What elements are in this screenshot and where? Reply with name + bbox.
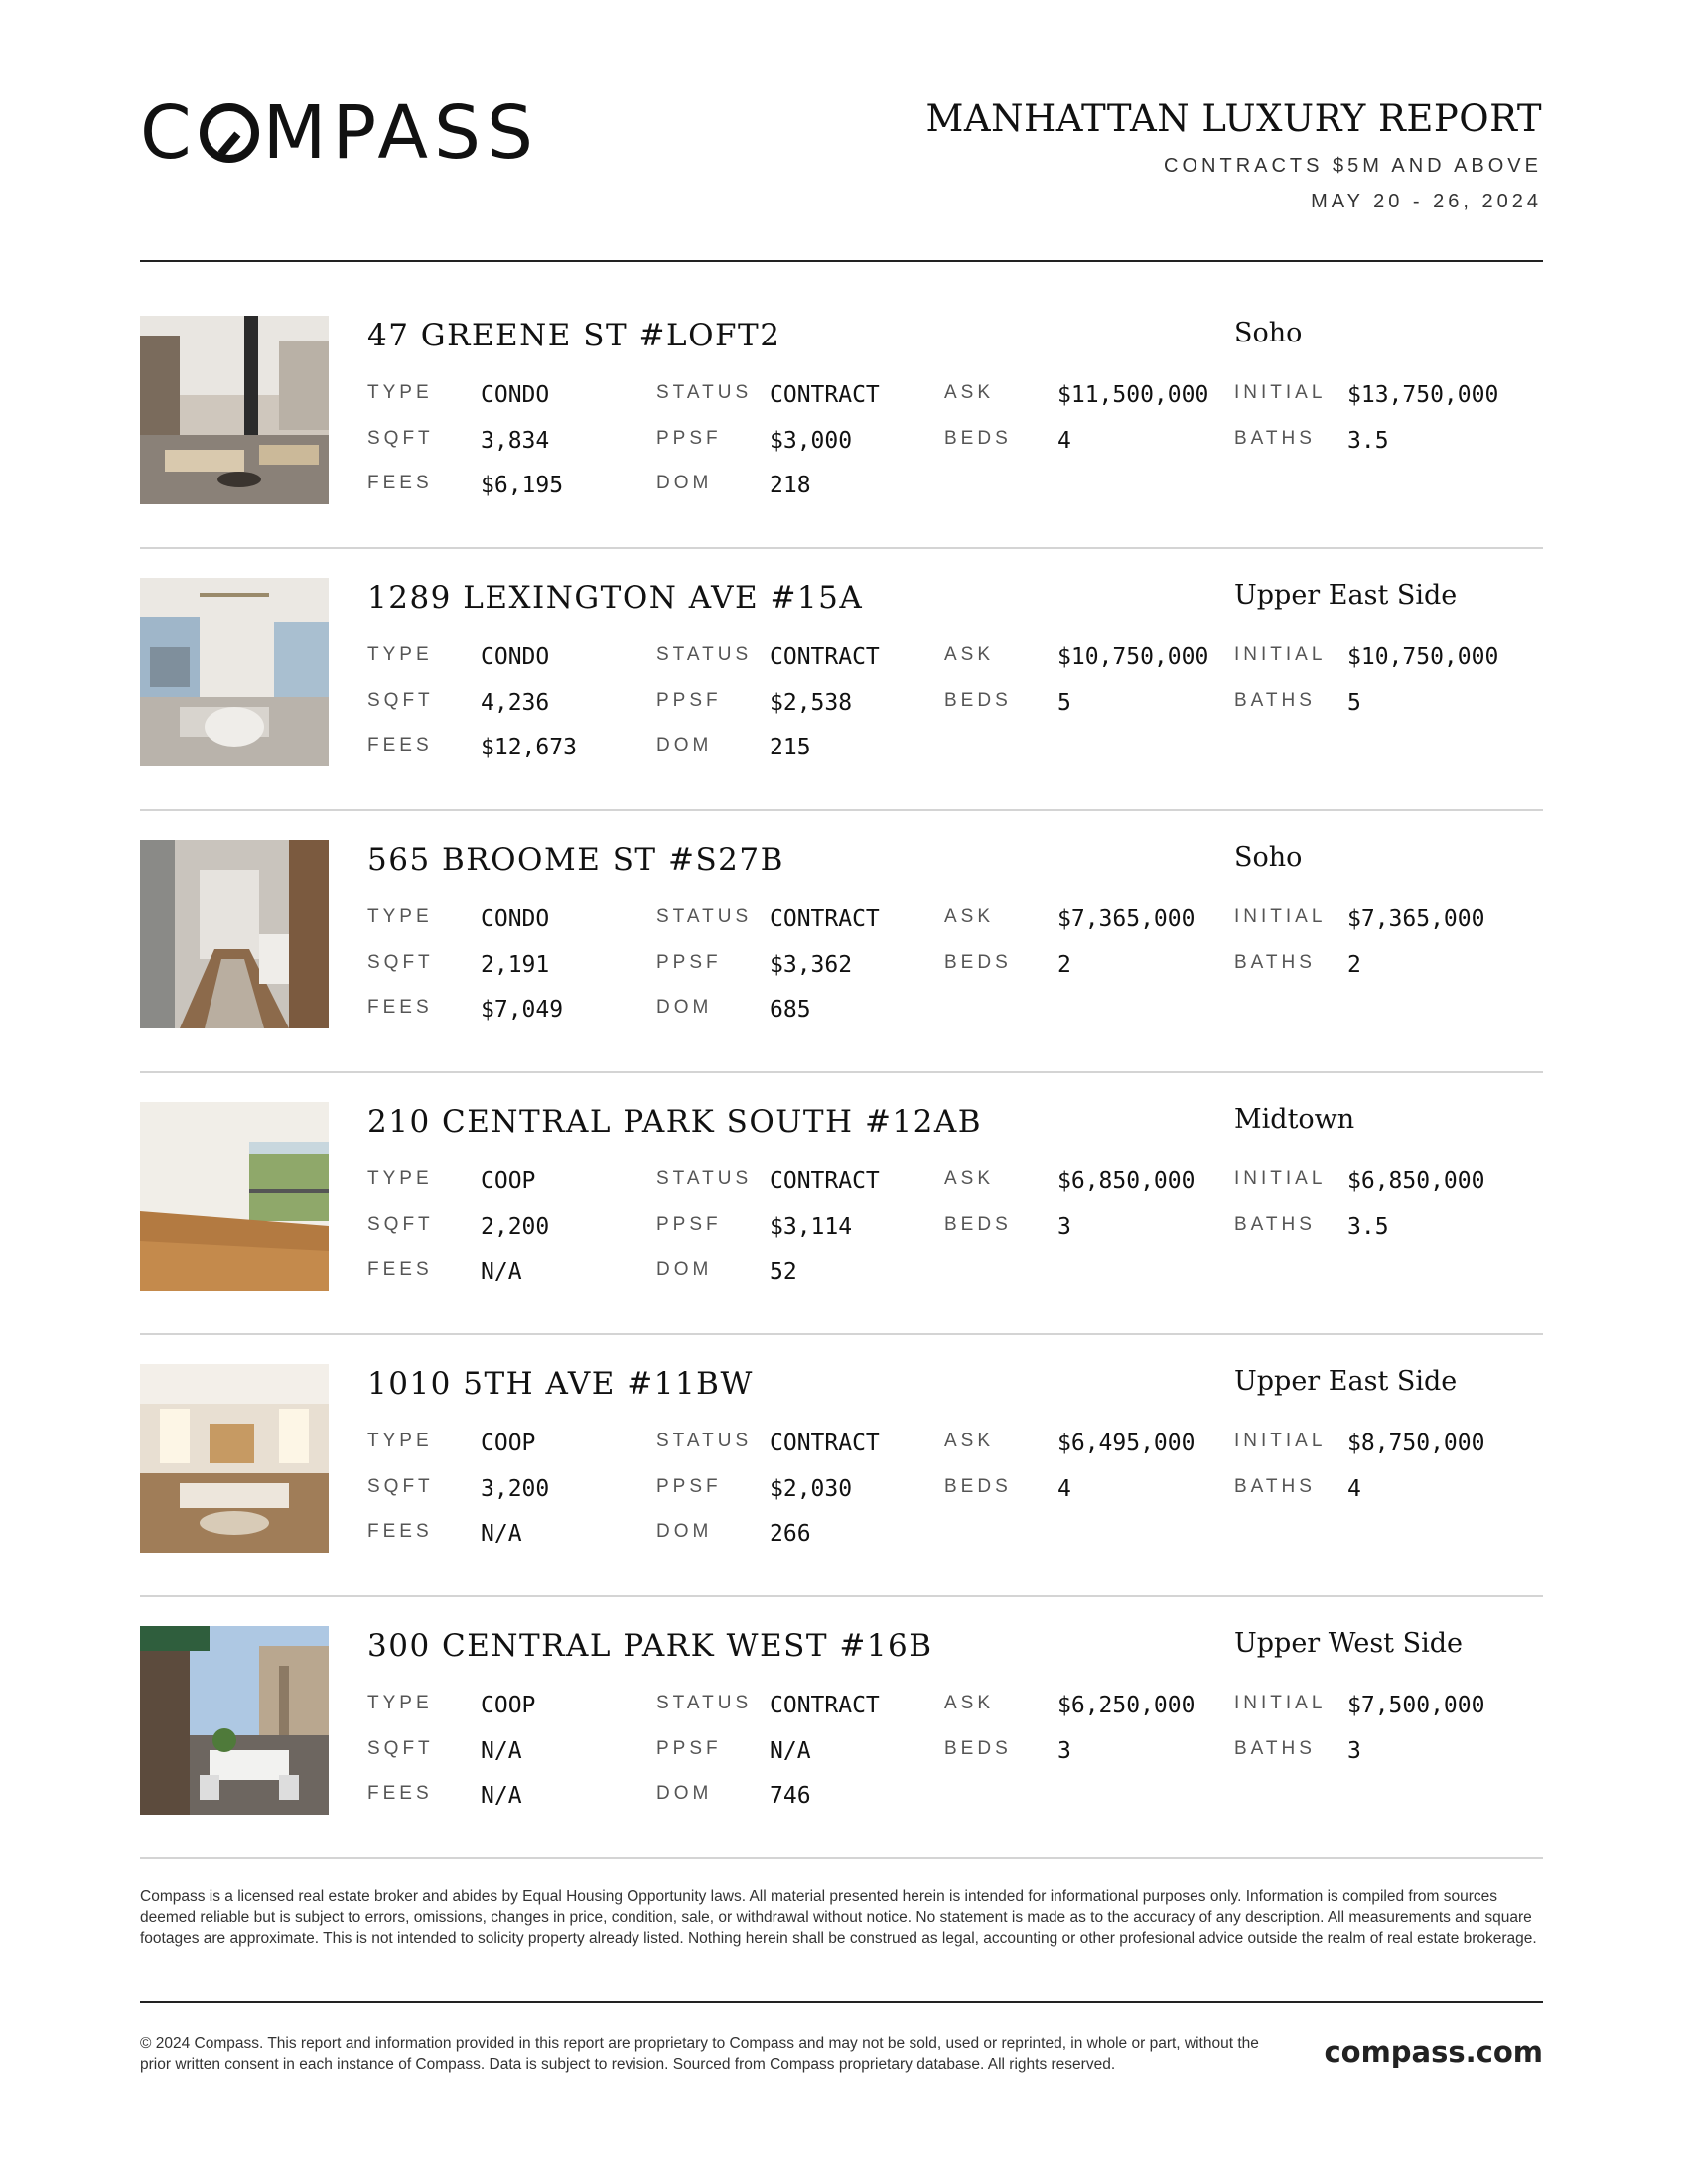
ask-value: $6,850,000 bbox=[1057, 1168, 1196, 1194]
initial-value: $8,750,000 bbox=[1347, 1431, 1485, 1456]
baths-value: 3.5 bbox=[1347, 428, 1389, 454]
listing-neighborhood: Midtown bbox=[1234, 1104, 1355, 1135]
sqft-label: SQFT bbox=[367, 952, 434, 973]
type-label: TYPE bbox=[367, 644, 433, 665]
status-label: STATUS bbox=[656, 1431, 753, 1451]
sqft-label: SQFT bbox=[367, 428, 434, 449]
ask-label: ASK bbox=[944, 1168, 995, 1189]
fees-value: $6,195 bbox=[481, 473, 564, 498]
beds-label: BEDS bbox=[944, 1214, 1012, 1235]
hallway-photo[interactable] bbox=[140, 840, 329, 1028]
ask-label: ASK bbox=[944, 1693, 995, 1713]
sqft-value: 2,200 bbox=[481, 1214, 550, 1240]
dom-label: DOM bbox=[656, 1259, 713, 1280]
ask-value: $7,365,000 bbox=[1057, 906, 1196, 932]
status-value: CONTRACT bbox=[770, 906, 880, 932]
initial-label: INITIAL bbox=[1234, 1431, 1327, 1451]
baths-label: BATHS bbox=[1234, 952, 1316, 973]
ask-label: ASK bbox=[944, 382, 995, 403]
ppsf-label: PPSF bbox=[656, 1476, 722, 1497]
type-label: TYPE bbox=[367, 1168, 433, 1189]
fees-label: FEES bbox=[367, 1783, 433, 1804]
salon-photo[interactable] bbox=[140, 1364, 329, 1553]
status-label: STATUS bbox=[656, 1168, 753, 1189]
ppsf-label: PPSF bbox=[656, 952, 722, 973]
initial-value: $6,850,000 bbox=[1347, 1168, 1485, 1194]
listing-neighborhood: Soho bbox=[1234, 318, 1303, 348]
baths-value: 3.5 bbox=[1347, 1214, 1389, 1240]
dom-label: DOM bbox=[656, 473, 713, 493]
initial-label: INITIAL bbox=[1234, 382, 1327, 403]
baths-label: BATHS bbox=[1234, 1214, 1316, 1235]
fees-label: FEES bbox=[367, 1259, 433, 1280]
header-divider bbox=[140, 260, 1543, 262]
dom-value: 746 bbox=[770, 1783, 811, 1809]
dom-value: 266 bbox=[770, 1521, 811, 1547]
baths-label: BATHS bbox=[1234, 690, 1316, 711]
listing-card[interactable] bbox=[140, 1364, 1543, 1626]
listing-divider bbox=[140, 1071, 1543, 1073]
baths-label: BATHS bbox=[1234, 1738, 1316, 1759]
ask-label: ASK bbox=[944, 1431, 995, 1451]
copyright-text: © 2024 Compass. This report and information provided in this report are proprietary to Compass and may not be sold, used or reprinted, in whole or part, without the prior written consent in each instance of Compass. Data is subject to revision. Sourced from Compass proprietary database. All rights reserved. bbox=[140, 2035, 1259, 2073]
listing-neighborhood: Upper East Side bbox=[1234, 580, 1458, 611]
baths-label: BATHS bbox=[1234, 428, 1316, 449]
initial-value: $7,500,000 bbox=[1347, 1693, 1485, 1718]
status-value: CONTRACT bbox=[770, 382, 880, 408]
baths-value: 5 bbox=[1347, 690, 1361, 716]
ask-label: ASK bbox=[944, 906, 995, 927]
baths-label: BATHS bbox=[1234, 1476, 1316, 1497]
dom-value: 218 bbox=[770, 473, 811, 498]
ppsf-value: $3,362 bbox=[770, 952, 853, 978]
status-value: CONTRACT bbox=[770, 1431, 880, 1456]
beds-value: 4 bbox=[1057, 428, 1071, 454]
report-title: MANHATTAN LUXURY REPORT bbox=[925, 97, 1542, 140]
park-view-room-photo[interactable] bbox=[140, 1102, 329, 1291]
beds-label: BEDS bbox=[944, 428, 1012, 449]
ppsf-label: PPSF bbox=[656, 428, 722, 449]
initial-value: $7,365,000 bbox=[1347, 906, 1485, 932]
listing-address[interactable]: 47 GREENE ST #LOFT2 bbox=[367, 318, 781, 353]
initial-value: $10,750,000 bbox=[1347, 644, 1499, 670]
listing-card[interactable] bbox=[140, 1102, 1543, 1364]
type-label: TYPE bbox=[367, 382, 433, 403]
living-room-photo[interactable] bbox=[140, 578, 329, 766]
beds-label: BEDS bbox=[944, 690, 1012, 711]
report-dates: MAY 20 - 26, 2024 bbox=[1311, 191, 1542, 212]
listing-address[interactable]: 1010 5TH AVE #11BW bbox=[367, 1366, 754, 1402]
disclaimer-text: Compass is a licensed real estate broker and abides by Equal Housing Opportunity laws. All material presented herein is intended for informational purposes only. Information is compiled from sources deemed reliable but is subject to errors, omissions, changes in price, condition, sale, or withdrawal without notice. No statement is made as to the accuracy of any description. All measurements and square footages are approximate. This is not intended to solicity property already listed. Nothing herein shall be construed as legal, accounting or other profesional advice outside the realm of real estate brokerage. bbox=[140, 1888, 1537, 1947]
ppsf-value: $3,000 bbox=[770, 428, 853, 454]
status-label: STATUS bbox=[656, 382, 753, 403]
listing-neighborhood: Upper East Side bbox=[1234, 1366, 1458, 1397]
listing-address[interactable]: 300 CENTRAL PARK WEST #16B bbox=[367, 1628, 933, 1664]
type-value: COOP bbox=[481, 1693, 536, 1718]
website-link[interactable]: compass.com bbox=[1324, 2035, 1543, 2069]
fees-value: N/A bbox=[481, 1259, 522, 1285]
listing-divider bbox=[140, 1333, 1543, 1335]
dom-value: 52 bbox=[770, 1259, 797, 1285]
ppsf-value: $2,030 bbox=[770, 1476, 853, 1502]
fees-label: FEES bbox=[367, 735, 433, 755]
listing-address[interactable]: 210 CENTRAL PARK SOUTH #12AB bbox=[367, 1104, 983, 1140]
fees-label: FEES bbox=[367, 473, 433, 493]
beds-label: BEDS bbox=[944, 1476, 1012, 1497]
dom-label: DOM bbox=[656, 735, 713, 755]
initial-label: INITIAL bbox=[1234, 644, 1327, 665]
fees-value: N/A bbox=[481, 1521, 522, 1547]
beds-label: BEDS bbox=[944, 1738, 1012, 1759]
initial-value: $13,750,000 bbox=[1347, 382, 1499, 408]
fees-value: N/A bbox=[481, 1783, 522, 1809]
status-value: CONTRACT bbox=[770, 1693, 880, 1718]
listing-divider bbox=[140, 1857, 1543, 1859]
sqft-label: SQFT bbox=[367, 1738, 434, 1759]
fees-value: $7,049 bbox=[481, 997, 564, 1023]
sqft-label: SQFT bbox=[367, 1214, 434, 1235]
status-label: STATUS bbox=[656, 1693, 753, 1713]
listing-divider bbox=[140, 809, 1543, 811]
type-label: TYPE bbox=[367, 1431, 433, 1451]
ask-value: $6,495,000 bbox=[1057, 1431, 1196, 1456]
sqft-label: SQFT bbox=[367, 690, 434, 711]
beds-value: 3 bbox=[1057, 1214, 1071, 1240]
dom-value: 215 bbox=[770, 735, 811, 760]
ask-value: $6,250,000 bbox=[1057, 1693, 1196, 1718]
type-value: CONDO bbox=[481, 906, 550, 932]
listing-card[interactable] bbox=[140, 1626, 1543, 1888]
type-label: TYPE bbox=[367, 906, 433, 927]
fees-label: FEES bbox=[367, 997, 433, 1018]
ask-value: $11,500,000 bbox=[1057, 382, 1209, 408]
listing-card[interactable] bbox=[140, 840, 1543, 1102]
dom-value: 685 bbox=[770, 997, 811, 1023]
beds-value: 4 bbox=[1057, 1476, 1071, 1502]
sqft-value: 3,834 bbox=[481, 428, 550, 454]
initial-label: INITIAL bbox=[1234, 1693, 1327, 1713]
dom-label: DOM bbox=[656, 997, 713, 1018]
type-value: COOP bbox=[481, 1431, 536, 1456]
terrace-photo[interactable] bbox=[140, 1626, 329, 1815]
listing-divider bbox=[140, 547, 1543, 549]
baths-value: 4 bbox=[1347, 1476, 1361, 1502]
type-label: TYPE bbox=[367, 1693, 433, 1713]
listing-neighborhood: Upper West Side bbox=[1234, 1628, 1464, 1659]
beds-value: 3 bbox=[1057, 1738, 1071, 1764]
beds-label: BEDS bbox=[944, 952, 1012, 973]
sqft-value: 3,200 bbox=[481, 1476, 550, 1502]
status-value: CONTRACT bbox=[770, 1168, 880, 1194]
ppsf-value: $2,538 bbox=[770, 690, 853, 716]
listing-card[interactable] bbox=[140, 578, 1543, 840]
listing-card[interactable] bbox=[140, 316, 1543, 578]
fees-label: FEES bbox=[367, 1521, 433, 1542]
ppsf-label: PPSF bbox=[656, 1738, 722, 1759]
sqft-label: SQFT bbox=[367, 1476, 434, 1497]
baths-value: 2 bbox=[1347, 952, 1361, 978]
listing-address[interactable]: 1289 LEXINGTON AVE #15A bbox=[367, 580, 864, 615]
listing-neighborhood: Soho bbox=[1234, 842, 1303, 873]
sqft-value: 2,191 bbox=[481, 952, 550, 978]
footer-divider bbox=[140, 2001, 1543, 2003]
report-subtitle: CONTRACTS $5M AND ABOVE bbox=[1164, 155, 1542, 177]
ppsf-value: $3,114 bbox=[770, 1214, 853, 1240]
ppsf-label: PPSF bbox=[656, 690, 722, 711]
status-label: STATUS bbox=[656, 644, 753, 665]
type-value: CONDO bbox=[481, 644, 550, 670]
listing-divider bbox=[140, 1595, 1543, 1597]
beds-value: 5 bbox=[1057, 690, 1071, 716]
dom-label: DOM bbox=[656, 1783, 713, 1804]
initial-label: INITIAL bbox=[1234, 906, 1327, 927]
sqft-value: 4,236 bbox=[481, 690, 550, 716]
listing-address[interactable]: 565 BROOME ST #S27B bbox=[367, 842, 784, 878]
type-value: CONDO bbox=[481, 382, 550, 408]
loft-interior-photo[interactable] bbox=[140, 316, 329, 504]
compass-logo: C MPASS bbox=[140, 90, 539, 176]
ask-value: $10,750,000 bbox=[1057, 644, 1209, 670]
status-label: STATUS bbox=[656, 906, 753, 927]
dom-label: DOM bbox=[656, 1521, 713, 1542]
status-value: CONTRACT bbox=[770, 644, 880, 670]
fees-value: $12,673 bbox=[481, 735, 577, 760]
ask-label: ASK bbox=[944, 644, 995, 665]
compass-o-icon bbox=[200, 103, 259, 163]
initial-label: INITIAL bbox=[1234, 1168, 1327, 1189]
ppsf-label: PPSF bbox=[656, 1214, 722, 1235]
baths-value: 3 bbox=[1347, 1738, 1361, 1764]
type-value: COOP bbox=[481, 1168, 536, 1194]
ppsf-value: N/A bbox=[770, 1738, 811, 1764]
beds-value: 2 bbox=[1057, 952, 1071, 978]
sqft-value: N/A bbox=[481, 1738, 522, 1764]
